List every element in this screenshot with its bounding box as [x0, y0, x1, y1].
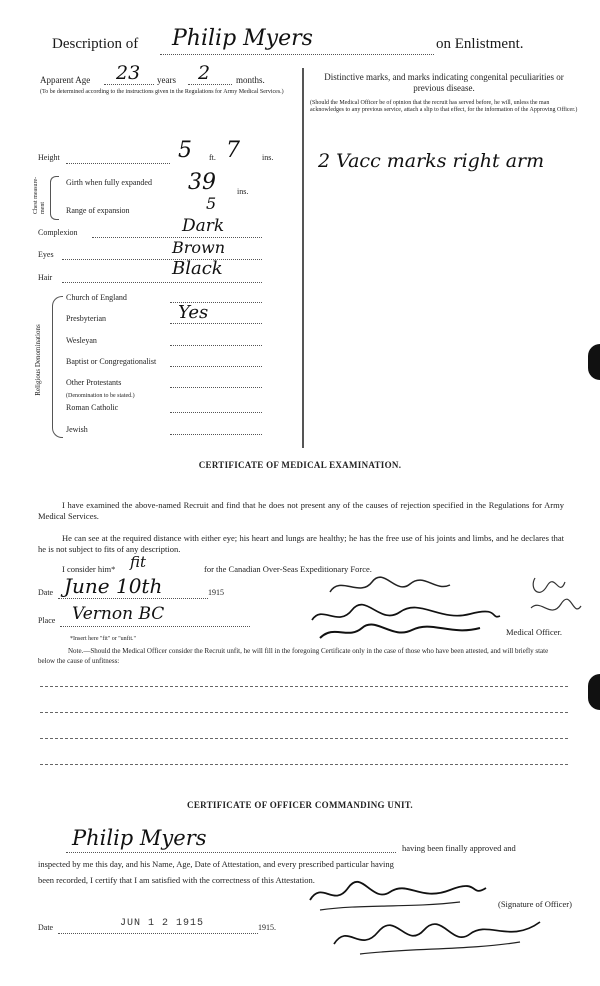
eyes-line: [62, 259, 262, 260]
medical-date-value: June 10th: [64, 574, 163, 598]
column-divider: [302, 68, 304, 448]
officer-signature-2: [320, 910, 560, 960]
medical-year: 1915: [208, 588, 224, 597]
age-note: (To be determined according to the instructions given in the Regulations for Army Medical Services.): [40, 89, 284, 95]
height-in-value: 7: [226, 138, 240, 163]
marks-title: Distinctive marks, and marks indicating congenital peculiarities or previous disease.: [324, 72, 564, 93]
religion-item-label: Jewish: [66, 425, 88, 434]
girth-label: Girth when fully expanded: [66, 178, 152, 187]
age-months-value: 2: [198, 62, 211, 84]
recruit-name: Philip Myers: [172, 26, 313, 51]
age-years-value: 23: [116, 62, 141, 84]
binder-hole: [588, 344, 600, 380]
officer-name-line: [66, 852, 396, 853]
cause-line-1: [40, 686, 568, 687]
officer-year: 1915.: [258, 923, 276, 932]
consider-prefix: I consider him*: [62, 564, 116, 574]
height-leader: [66, 163, 170, 164]
religion-item-line: [170, 412, 262, 413]
unfit-note: Note.—Should the Medical Officer consider the Recruit unfit, he will fill in the foregoing Certificate only in the case of those who have been attested, and will briefly state below the cause of unfitness:: [38, 647, 549, 665]
religion-item-label: Other Protestants: [66, 378, 122, 387]
medical-place-value: Vernon BC: [72, 604, 165, 624]
other-denomination-note: (Denomination to be stated.): [66, 393, 135, 399]
eyes-label: Eyes: [38, 250, 54, 259]
religion-item-line: [170, 434, 262, 435]
eyes-value: Brown: [172, 238, 226, 257]
range-label: Range of expansion: [66, 206, 130, 215]
hair-label: Hair: [38, 273, 53, 282]
girth-value: 39: [188, 170, 216, 195]
header-suffix: on Enlistment.: [436, 36, 524, 52]
officer-text-1: having been finally approved and: [402, 843, 516, 853]
range-value: 5: [206, 194, 217, 213]
religion-item-label: Wesleyan: [66, 336, 97, 345]
binder-hole: [588, 674, 600, 710]
officer-text-2: inspected by me this day, and his Name, Age, Date of Attestation, and every prescribed particular having: [38, 859, 394, 869]
cause-line-4: [40, 764, 568, 765]
officer-title: CERTIFICATE OF OFFICER COMMANDING UNIT.: [187, 800, 413, 810]
age-months-line: [188, 84, 232, 85]
consider-suffix: for the Canadian Over-Seas Expeditionary Force.: [204, 564, 372, 574]
religion-brace: [52, 296, 63, 438]
medical-place-label: Place: [38, 616, 56, 625]
height-ft-label: ft.: [209, 153, 216, 162]
religion-item-label: Roman Catholic: [66, 403, 119, 412]
medical-date-line: [58, 598, 208, 599]
marks-note: (Should the Medical Officer be of opinion that the recruit has served before, he will, unless the man acknowledges to any previous service, attach a slip to that effect, for the information of the Approving Officer.): [310, 100, 578, 113]
marks-value: 2 Vacc marks right arm: [318, 150, 545, 172]
chest-brace: [50, 176, 59, 220]
height-ins-label: ins.: [262, 153, 274, 162]
date-stamp: JUN 1 2 1915: [120, 918, 205, 929]
religion-item-line: [170, 387, 262, 388]
officer-date-line: [58, 933, 258, 934]
age-months-label: months.: [236, 75, 265, 85]
religion-item-line: [170, 345, 262, 346]
hair-value: Black: [172, 258, 223, 279]
age-years-label: years: [157, 75, 176, 85]
medical-paragraph-2: He can see at the required distance with either eye; his heart and lungs are healthy; he has the free use of his joints and limbs, and he declares that he is not subject to fits of any description.: [38, 533, 564, 554]
marginal-annotation: [525, 568, 585, 628]
age-years-line: [104, 84, 154, 85]
name-line: [160, 54, 434, 55]
religion-item-label: Presbyterian: [66, 314, 106, 323]
hair-line: [62, 282, 262, 283]
religion-item-label: Church of England: [66, 293, 127, 302]
consider-value: fit: [130, 553, 147, 571]
insert-note: *Insert here "fit" or "unfit.": [70, 636, 136, 642]
height-ft-value: 5: [178, 138, 192, 163]
officer-recruit-name: Philip Myers: [72, 826, 207, 850]
medical-date-label: Date: [38, 588, 54, 597]
officer-signature-1: [300, 874, 500, 914]
complexion-value: Dark: [182, 216, 225, 236]
officer-date-label: Date: [38, 923, 54, 932]
complexion-label: Complexion: [38, 228, 78, 237]
religion-item-line: [170, 323, 262, 324]
medical-place-line: [60, 626, 250, 627]
religion-item-value: Yes: [178, 302, 209, 323]
header-prefix: Description of: [52, 36, 139, 52]
cause-line-2: [40, 712, 568, 713]
height-label: Height: [38, 153, 60, 162]
religion-group-label: Religious Denominations: [34, 324, 42, 396]
medical-title: CERTIFICATE OF MEDICAL EXAMINATION.: [198, 460, 402, 470]
chest-group-label: Chest measure-ment: [33, 176, 46, 214]
medical-officer-label: Medical Officer.: [506, 627, 563, 637]
medical-paragraph-1: I have examined the above-named Recruit and find that he does not present any of the causes of rejection specified in the Regulations for Army Medical Services.: [38, 500, 564, 521]
cause-line-3: [40, 738, 568, 739]
officer-signature-label: (Signature of Officer): [498, 899, 572, 909]
officer-text-3: been recorded, I certify that I am satisfied with the correctness of this Attestation.: [38, 875, 315, 885]
religion-item-label: Baptist or Congregationalist: [66, 357, 157, 366]
age-label: Apparent Age: [40, 75, 91, 85]
religion-item-line: [170, 366, 262, 367]
girth-ins-label: ins.: [237, 187, 249, 196]
